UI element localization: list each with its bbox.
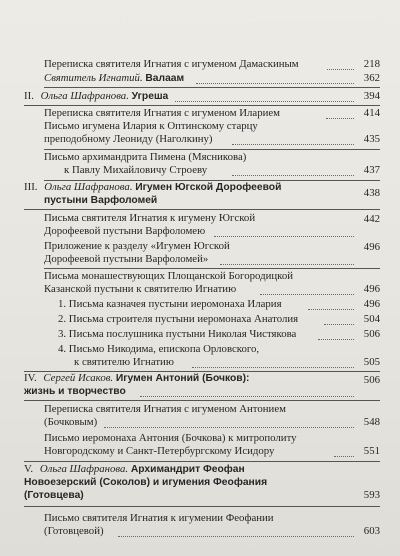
page-number: 218: [363, 58, 380, 70]
page-number: 593: [363, 489, 380, 501]
page-number: 362: [363, 72, 380, 84]
page-number: 506: [363, 328, 380, 340]
page-number: 442: [363, 213, 380, 225]
entry-heading: Архимандрит Феофан: [130, 464, 245, 475]
entry-title: Переписка святителя Игнатия с игуменом Антонием: [44, 403, 286, 415]
entry-title: Переписка святителя Игнатия с игуменом Дамаскиным: [44, 58, 299, 70]
entry-heading-cont: пустыни Варфоломей: [44, 195, 158, 206]
page-number: 548: [363, 416, 380, 428]
entry-heading: Игумен Антоний (Бочков):: [115, 373, 250, 384]
entry-title: Приложение к разделу «Игумен Югской: [44, 240, 230, 252]
entry-author: Ольга Шафранова.: [39, 463, 129, 475]
entry-title-cont: Новгородскому и Санкт-Петербургскому Исидору: [44, 445, 275, 457]
entry-heading-cont: жизнь и творчество: [24, 386, 126, 397]
page-number: 438: [363, 187, 380, 199]
entry-heading: Угреша: [131, 91, 169, 102]
page-number: 414: [363, 107, 380, 119]
entry-title: Письма монашествующих Площанской Богородицкой: [44, 270, 294, 282]
entry-author: Ольга Шафранова.: [40, 90, 129, 102]
entry-title-cont: (Готовцевой): [44, 525, 104, 537]
page-number: 603: [363, 525, 380, 537]
entry-title-cont: к святителю Игнатию: [74, 356, 174, 368]
entry-heading: Игумен Югской Дорофеевой: [135, 182, 282, 193]
entry-author: Ольга Шафранова.: [44, 181, 133, 193]
section-number: III.: [24, 181, 38, 193]
entry-title: Переписка святителя Игнатия с игуменом Иларием: [44, 107, 281, 119]
entry-title: Письмо святителя Игнатия к игумении Феофании: [44, 512, 274, 524]
entry-title: 3. Письма послушника пустыни Николая Чистякова: [58, 328, 297, 340]
page-number: 496: [363, 298, 380, 310]
page-number: 504: [363, 313, 380, 325]
page-number: 505: [363, 356, 380, 368]
entry-title: 2. Письма строителя пустыни иеромонаха Анатолия: [58, 313, 299, 325]
entry-heading-cont: (Готовцева): [24, 490, 84, 501]
entry-heading: Валаам: [145, 73, 185, 84]
page-number: 496: [363, 283, 380, 295]
entry-title: 1. Письма казначея пустыни иеромонаха Илария: [58, 298, 282, 310]
entry-title: 4. Письмо Никодима, епископа Орловского,: [58, 343, 260, 355]
entry-author: Сергей Исаков.: [43, 372, 114, 384]
entry-title: Письмо иеромонаха Антония (Бочкова) к митрополиту: [44, 432, 297, 444]
page-number: 496: [363, 241, 380, 253]
page-number: 435: [363, 133, 380, 145]
entry-title: Письмо игумена Илария к Оптинскому старцу: [44, 120, 258, 132]
page-number: 506: [363, 374, 380, 386]
entry-title-cont: Дорофеевой пустыни Варфоломей»: [44, 253, 209, 265]
section-number: V.: [24, 463, 34, 475]
entry-author: Святитель Игнатий.: [44, 72, 143, 84]
entry-title: Письма святителя Игнатия к игумену Югской: [44, 212, 256, 224]
entry-title-cont: Дорофеевой пустыни Варфоломею: [44, 225, 206, 237]
page-number: 437: [363, 164, 380, 176]
entry-title-cont: преподобному Леониду (Наголкину): [44, 133, 213, 145]
entry-heading-cont: Новоезерский (Соколов) и игумения Феофания: [24, 477, 268, 488]
entry-title-cont: к Павлу Михайловичу Строеву: [64, 164, 208, 176]
entry-title: Письмо архимандрита Пимена (Мясникова): [44, 151, 247, 163]
section-number: II.: [24, 90, 34, 102]
entry-title-cont: (Бочковым): [44, 416, 98, 428]
page-number: 394: [363, 90, 380, 102]
page-number: 551: [363, 445, 380, 457]
section-number: IV.: [24, 372, 37, 384]
entry-title-cont: Казанской пустыни к святителю Игнатию: [44, 283, 237, 295]
